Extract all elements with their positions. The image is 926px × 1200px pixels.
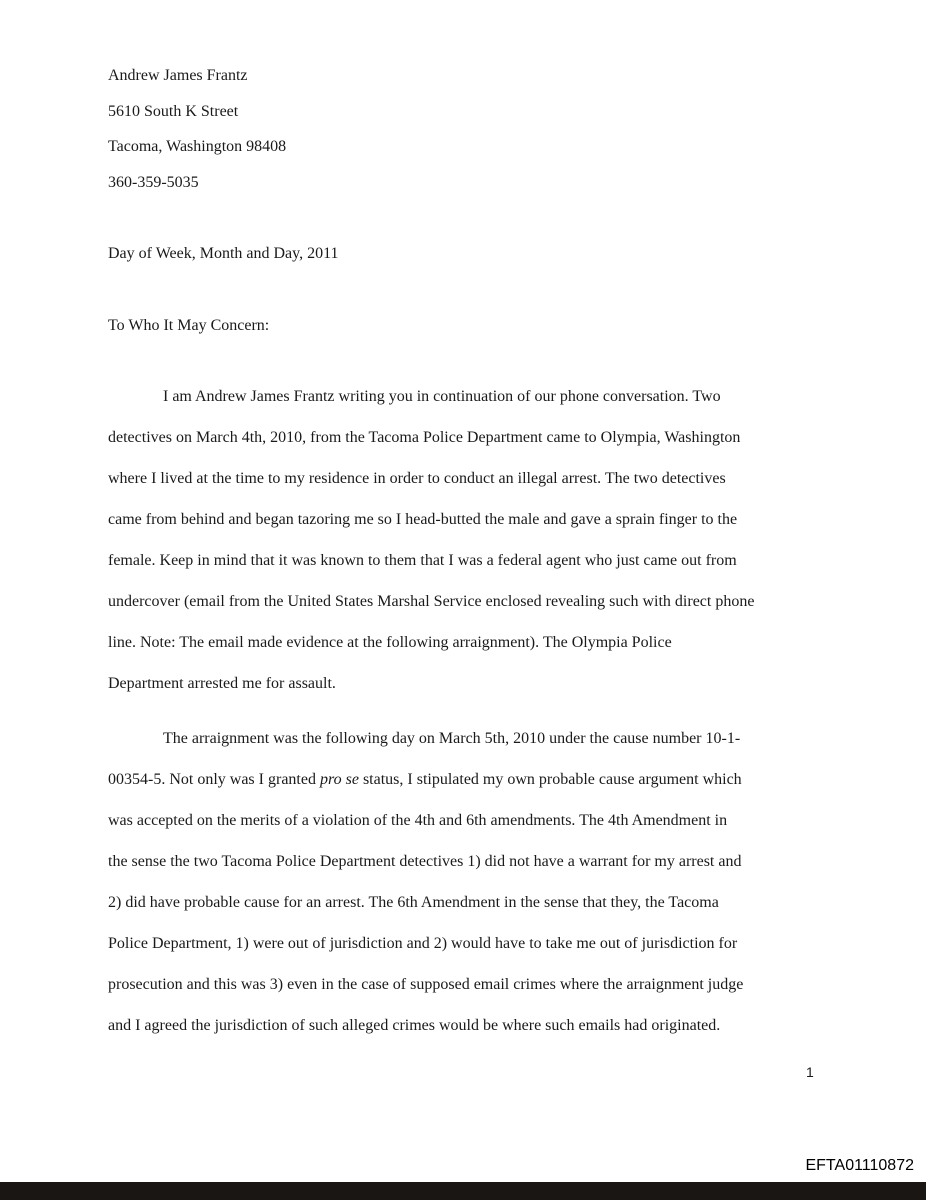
date-line: Day of Week, Month and Day, 2011 <box>108 245 339 262</box>
document-id: EFTA01110872 <box>805 1157 914 1174</box>
paragraph-line: undercover (email from the United States Marshal Service enclosed revealing such with direct phone <box>108 593 755 610</box>
paragraph-line: detectives on March 4th, 2010, from the Tacoma Police Department came to Olympia, Washington <box>108 429 741 446</box>
sender-city-state-zip: Tacoma, Washington 98408 <box>108 138 287 155</box>
italic-term: pro se <box>319 771 359 788</box>
sender-phone: 360-359-5035 <box>108 174 199 191</box>
paragraph-line: Department arrested me for assault. <box>108 675 336 692</box>
paragraph-line: I am Andrew James Frantz writing you in continuation of our phone conversation. Two <box>163 388 721 405</box>
page-number: 1 <box>806 1064 814 1080</box>
paragraph-line: the sense the two Tacoma Police Department detectives 1) did not have a warrant for my arrest and <box>108 853 742 870</box>
salutation: To Who It May Concern: <box>108 317 270 334</box>
sender-street: 5610 South K Street <box>108 103 239 120</box>
paragraph-line: line. Note: The email made evidence at the following arraignment). The Olympia Police <box>108 634 672 651</box>
paragraph-line: 2) did have probable cause for an arrest. The 6th Amendment in the sense that they, the Tacoma <box>108 894 719 911</box>
paragraph-line: and I agreed the jurisdiction of such alleged crimes would be where such emails had originated. <box>108 1017 721 1034</box>
paragraph-line: female. Keep in mind that it was known to them that I was a federal agent who just came out from <box>108 552 737 569</box>
sender-name: Andrew James Frantz <box>108 67 248 84</box>
paragraph-text: status, I stipulated my own probable cause argument which <box>358 771 742 788</box>
paragraph-line: came from behind and began tazoring me so I head-butted the male and gave a sprain finger to the <box>108 511 738 528</box>
paragraph-line: was accepted on the merits of a violation of the 4th and 6th amendments. The 4th Amendment in <box>108 812 728 829</box>
paragraph-line <box>108 770 816 790</box>
bottom-border-bar <box>0 1182 926 1200</box>
paragraph-line: The arraignment was the following day on March 5th, 2010 under the cause number 10-1- <box>163 730 741 747</box>
paragraph-line: prosecution and this was 3) even in the case of supposed email crimes where the arraignment judge <box>108 976 744 993</box>
paragraph-line: where I lived at the time to my residence in order to conduct an illegal arrest. The two detectives <box>108 470 726 487</box>
paragraph-line: Police Department, 1) were out of jurisdiction and 2) would have to take me out of jurisdiction for <box>108 935 738 952</box>
paragraph-text: 00354-5. Not only was I granted <box>108 771 320 788</box>
